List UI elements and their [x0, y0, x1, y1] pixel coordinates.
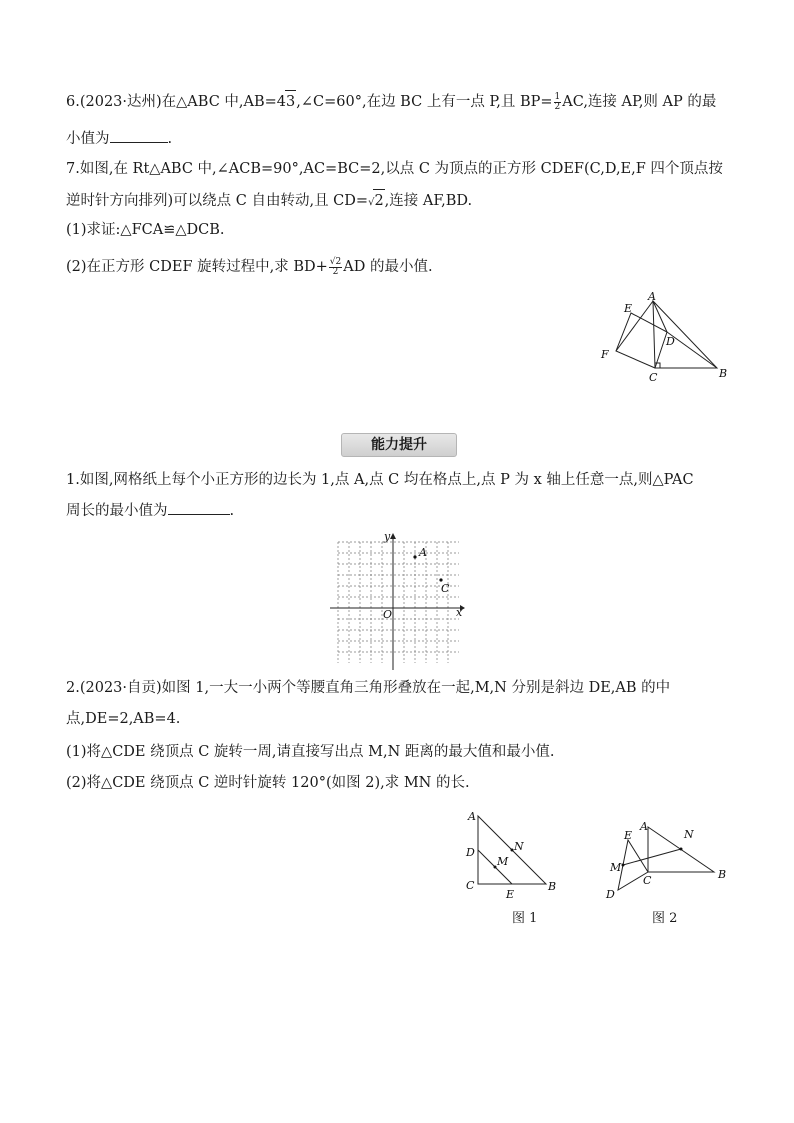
- label-d: D: [466, 846, 475, 859]
- axis-label-y: y: [384, 530, 391, 543]
- figure-2-caption: 图 2: [652, 911, 678, 926]
- point-n: [680, 848, 683, 851]
- p2-figure-1: [462, 806, 562, 901]
- segment-ad: [653, 301, 667, 332]
- point-a: [413, 555, 416, 558]
- point-a-label: A: [419, 546, 427, 559]
- label-e: E: [624, 302, 633, 315]
- label-d: D: [606, 888, 615, 901]
- p2-part1: (1)将△CDE 绕顶点 C 旋转一周,请直接写出点 M,N 距离的最大值和最小值.: [66, 744, 555, 760]
- axis-label-x: x: [456, 606, 463, 619]
- label-b: B: [548, 880, 557, 893]
- q6-line1: 6.(2023·达州)在△ABC 中,AB=43,∠C=60°,在边 BC 上有一点 P,且 BP= $\frac{1}{2}$ AC,连接 AP,则 AP 的最: [66, 91, 717, 112]
- figure-1-caption: 图 1: [512, 911, 538, 926]
- answer-blank[interactable]: [110, 128, 168, 143]
- label-a: A: [640, 822, 648, 833]
- label-b: B: [718, 868, 727, 881]
- label-e: E: [506, 888, 515, 901]
- label-c: C: [643, 874, 652, 887]
- label-f: F: [601, 348, 609, 361]
- sqrt-2: 2: [373, 189, 384, 212]
- label-n: N: [684, 828, 694, 841]
- q7-figure: [596, 290, 736, 385]
- p2-part2: (2)将△CDE 绕顶点 C 逆时针旋转 120°(如图 2),求 MN 的长.: [66, 775, 470, 791]
- label-a: A: [468, 810, 476, 823]
- grid-figure: [326, 530, 466, 672]
- label-n: N: [514, 840, 524, 853]
- q6-line2: 小值为 .: [66, 128, 172, 150]
- fraction-root2-over-2: $\frac{√2}{2}$: [329, 256, 342, 277]
- point-m: [622, 864, 625, 867]
- point-c-label: C: [441, 582, 450, 595]
- label-b: B: [719, 367, 728, 380]
- grid-lines: [338, 542, 459, 663]
- q7-part2: (2)在正方形 CDEF 旋转过程中,求 BD+ $\frac{√2}{2}$ AD 的最小值.: [66, 256, 433, 277]
- segment-af: [616, 301, 653, 351]
- answer-blank[interactable]: [168, 500, 230, 515]
- label-c: C: [466, 879, 475, 892]
- p1-line1: 1.如图,网格纸上每个小正方形的边长为 1,点 A,点 C 均在格点上,点 P 为 x 轴上任意一点,则△PAC: [66, 472, 694, 488]
- origin-label: O: [383, 608, 393, 621]
- label-c: C: [649, 371, 658, 384]
- triangle-abc: [653, 301, 717, 368]
- q7-line2: 逆时针方向排列)可以绕点 C 自由转动,且 CD=√2,连接 AF,BD.: [66, 189, 472, 214]
- label-a: A: [648, 290, 656, 303]
- q7-line1: 7.如图,在 Rt△ABC 中,∠ACB=90°,AC=BC=2,以点 C 为顶点的正方形 CDEF(C,D,E,F 四个顶点按: [66, 161, 723, 177]
- section-title: 能力提升: [341, 433, 457, 457]
- p1-line2: 周长的最小值为 .: [66, 500, 234, 522]
- y-axis-arrow: [390, 533, 396, 539]
- sqrt-3: 3: [285, 90, 296, 113]
- fraction-one-half: $\frac{1}{2}$: [554, 91, 561, 112]
- segment-mn: [623, 849, 681, 865]
- label-m: M: [497, 855, 509, 868]
- label-e: E: [624, 829, 633, 842]
- p2-line2: 点,DE=2,AB=4.: [66, 711, 181, 727]
- label-d: D: [666, 335, 675, 348]
- label-m: M: [610, 861, 622, 874]
- q7-part1: (1)求证:△FCA≌△DCB.: [66, 222, 225, 238]
- p2-line1: 2.(2023·自贡)如图 1,一大一小两个等腰直角三角形叠放在一起,M,N 分别是斜边 DE,AB 的中: [66, 680, 671, 696]
- p2-figure-2: [600, 822, 734, 902]
